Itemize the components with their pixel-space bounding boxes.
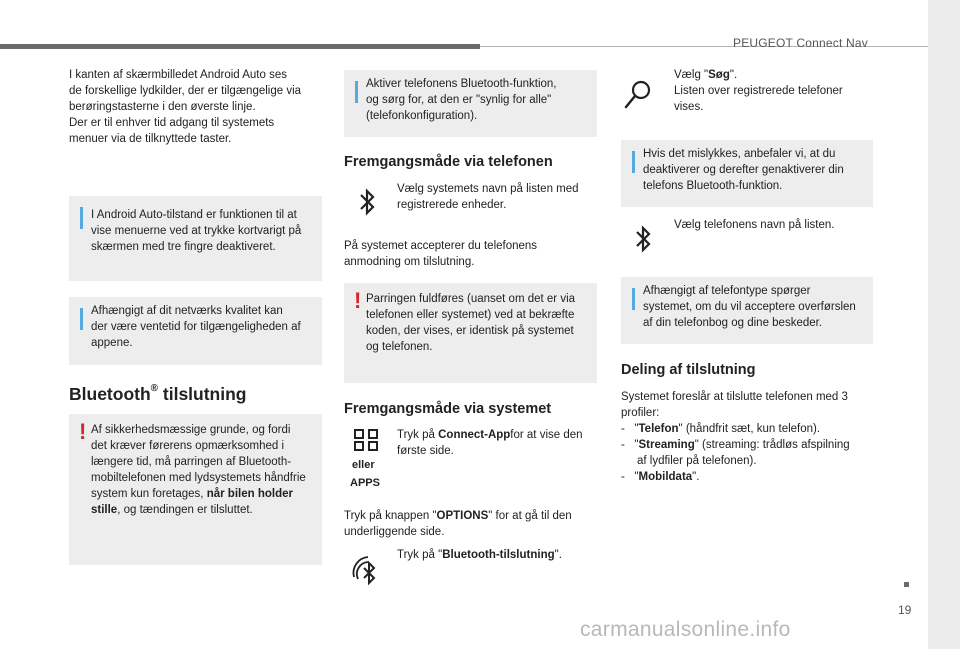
warning-line (91, 486, 306, 502)
info-box-network (69, 297, 322, 365)
info-line: systemet, om du vil acceptere overførslen (643, 301, 856, 313)
warning-segment: system kun foretages, (91, 488, 204, 500)
step-search (674, 67, 843, 115)
step-segment: ". (729, 69, 738, 81)
list-emphasis: Telefon (638, 423, 679, 435)
share-intro (621, 389, 848, 421)
list-dash: - " (621, 471, 639, 483)
section-title-bluetooth (69, 384, 247, 405)
step-segment: for at vise den (510, 429, 583, 441)
info-line: telefons Bluetooth-funktion. (643, 180, 783, 192)
header-bar-dark (0, 44, 480, 49)
watermark: carmanualsonline.info (580, 618, 791, 641)
info-bar-icon (80, 308, 83, 330)
warning-icon: ! (79, 419, 87, 444)
title-text: Bluetooth (69, 384, 151, 404)
intro-line: Der er til enhver tid adgang til systemets (69, 117, 275, 129)
list-segment: " (håndfrit sæt, kun telefon). (678, 423, 821, 435)
warning-segment: , og tændingen er tilsluttet. (117, 504, 253, 516)
registered-mark: ® (150, 383, 159, 395)
step-emphasis: Connect-App (438, 429, 511, 441)
list-item-mobildata (621, 469, 699, 485)
step-bluetooth-connection (397, 547, 562, 563)
intro-line: berøringstasterne i den øverste linje. (69, 101, 256, 113)
info-box-phone-type (621, 277, 873, 344)
intro-text (69, 67, 301, 147)
step-line: Vælg systemets navn på listen med (397, 183, 579, 195)
step-segment: Vælg " (674, 69, 709, 81)
step-line (397, 547, 562, 563)
info-line: og sørg for, at den er "synlig for alle" (366, 94, 552, 106)
info-line: vise menuerne ved at trykke kortvarigt på (91, 225, 302, 237)
page-edge-strip (928, 0, 960, 649)
step-choose-phone: Vælg telefonens navn på listen. (674, 219, 835, 231)
info-line: (telefonkonfiguration). (366, 110, 478, 122)
warning-emphasis: stille (91, 504, 118, 516)
share-line: Systemet foreslår at tilslutte telefonen med 3 (621, 391, 848, 403)
list-item-telefon (621, 421, 820, 437)
info-text (91, 207, 301, 255)
warning-icon: ! (354, 288, 362, 313)
intro-line: de forskellige lydkilder, der er tilgængelige via (69, 85, 302, 97)
warning-text (366, 291, 575, 355)
info-bar-icon (632, 151, 635, 173)
warning-line: Af sikkerhedsmæssige grunde, og fordi (91, 424, 291, 436)
step-emphasis: OPTIONS (436, 510, 489, 522)
info-text (91, 303, 301, 351)
list-segment: ". (692, 471, 700, 483)
step-options (344, 508, 572, 540)
warning-line (91, 502, 306, 518)
step-line: Listen over registrerede telefoner (674, 85, 843, 97)
info-box-retry (621, 140, 873, 207)
info-box-android-auto (69, 196, 322, 281)
brand-title: PEUGEOT Connect Nav (733, 36, 868, 50)
info-line: I Android Auto-tilstand er funktionen til at (91, 209, 297, 221)
warning-line: Parringen fuldføres (uanset om det er via (366, 293, 576, 305)
step-segment: " for at gå til den (488, 510, 572, 522)
info-line: der være ventetid for tilgængeligheden af (91, 321, 301, 333)
warning-line: og telefonen. (366, 341, 433, 353)
list-emphasis: Mobildata (638, 471, 693, 483)
intro-line: menuer via de tilknyttede taster. (69, 133, 232, 145)
warning-line: mobiltelefonen med lydsystemets håndfrie (91, 472, 306, 484)
share-line: profiler: (621, 407, 660, 419)
accept-text (344, 238, 537, 270)
list-item-streaming (621, 437, 850, 453)
info-line: deaktiverer og derefter genaktiverer din (643, 164, 844, 176)
accept-line: På systemet accepterer du telefonens (344, 240, 538, 252)
step-line (397, 427, 583, 443)
bluetooth-icon (633, 224, 653, 254)
step-segment: Tryk på knappen " (344, 510, 437, 522)
step-connect-app (397, 427, 583, 459)
step-emphasis: Bluetooth-tilslutning (442, 549, 555, 561)
warning-emphasis: når bilen holder (206, 488, 293, 500)
apps-or-label: eller (352, 459, 375, 471)
info-bar-icon (80, 207, 83, 229)
warning-box-pairing (344, 283, 597, 383)
info-bar-icon (632, 288, 635, 310)
section-title-via-phone: Fremgangsmåde via telefonen (344, 154, 553, 170)
warning-line: det kræver førerens opmærksomhed i (91, 440, 285, 452)
step-segment: Tryk på (397, 429, 439, 441)
info-line: Hvis det mislykkes, anbefaler vi, at du (643, 148, 836, 160)
info-line: skærmen med tre fingre deaktiveret. (91, 241, 276, 253)
list-item-streaming-cont: af lydfiler på telefonen). (637, 455, 757, 467)
step-line: vises. (674, 101, 704, 113)
list-dash: - " (621, 439, 639, 451)
intro-line: I kanten af skærmbilledet Android Auto ses (69, 69, 287, 81)
accept-line: anmodning om tilslutning. (344, 256, 475, 268)
end-mark (904, 582, 909, 587)
info-bar-icon (355, 81, 358, 103)
list-segment: " (streaming: trådløs afspilning (694, 439, 850, 451)
step-segment: ". (554, 549, 562, 561)
step-segment: Tryk på " (397, 549, 443, 561)
bluetooth-connect-icon (348, 551, 388, 591)
step-line: første side. (397, 445, 454, 457)
info-text (366, 76, 557, 124)
info-line: Afhængigt af dit netværks kvalitet kan (91, 305, 283, 317)
info-box-activate-bluetooth (344, 70, 597, 137)
warning-text (91, 422, 306, 518)
step-line (344, 508, 572, 524)
search-icon (621, 77, 655, 111)
step-line: underliggende side. (344, 526, 445, 538)
info-line: Aktiver telefonens Bluetooth-funktion, (366, 78, 557, 90)
info-text (643, 146, 844, 194)
section-title-via-system: Fremgangsmåde via systemet (344, 401, 552, 417)
page-number: 19 (898, 603, 912, 617)
warning-box-safety (69, 414, 322, 565)
info-text (643, 283, 856, 331)
step-select-system (397, 181, 579, 213)
title-text: tilslutning (158, 384, 247, 404)
list-emphasis: Streaming (638, 439, 695, 451)
info-line: appene. (91, 337, 133, 349)
apps-grid-icon (353, 428, 379, 452)
warning-line: koden, der vises, er identisk på systemet (366, 325, 574, 337)
step-emphasis: Søg (708, 69, 730, 81)
step-line (674, 67, 843, 83)
list-dash: - " (621, 423, 639, 435)
warning-line: længere tid, må parringen af Bluetooth- (91, 456, 292, 468)
apps-label: APPS (350, 477, 380, 489)
bluetooth-icon (357, 187, 377, 217)
warning-line: telefonen eller systemet) ved at bekræfte (366, 309, 575, 321)
step-line: registrerede enheder. (397, 199, 507, 211)
info-line: af din telefonbog og dine beskeder. (643, 317, 823, 329)
info-line: Afhængigt af telefontype spørger (643, 285, 811, 297)
section-title-sharing: Deling af tilslutning (621, 362, 756, 378)
